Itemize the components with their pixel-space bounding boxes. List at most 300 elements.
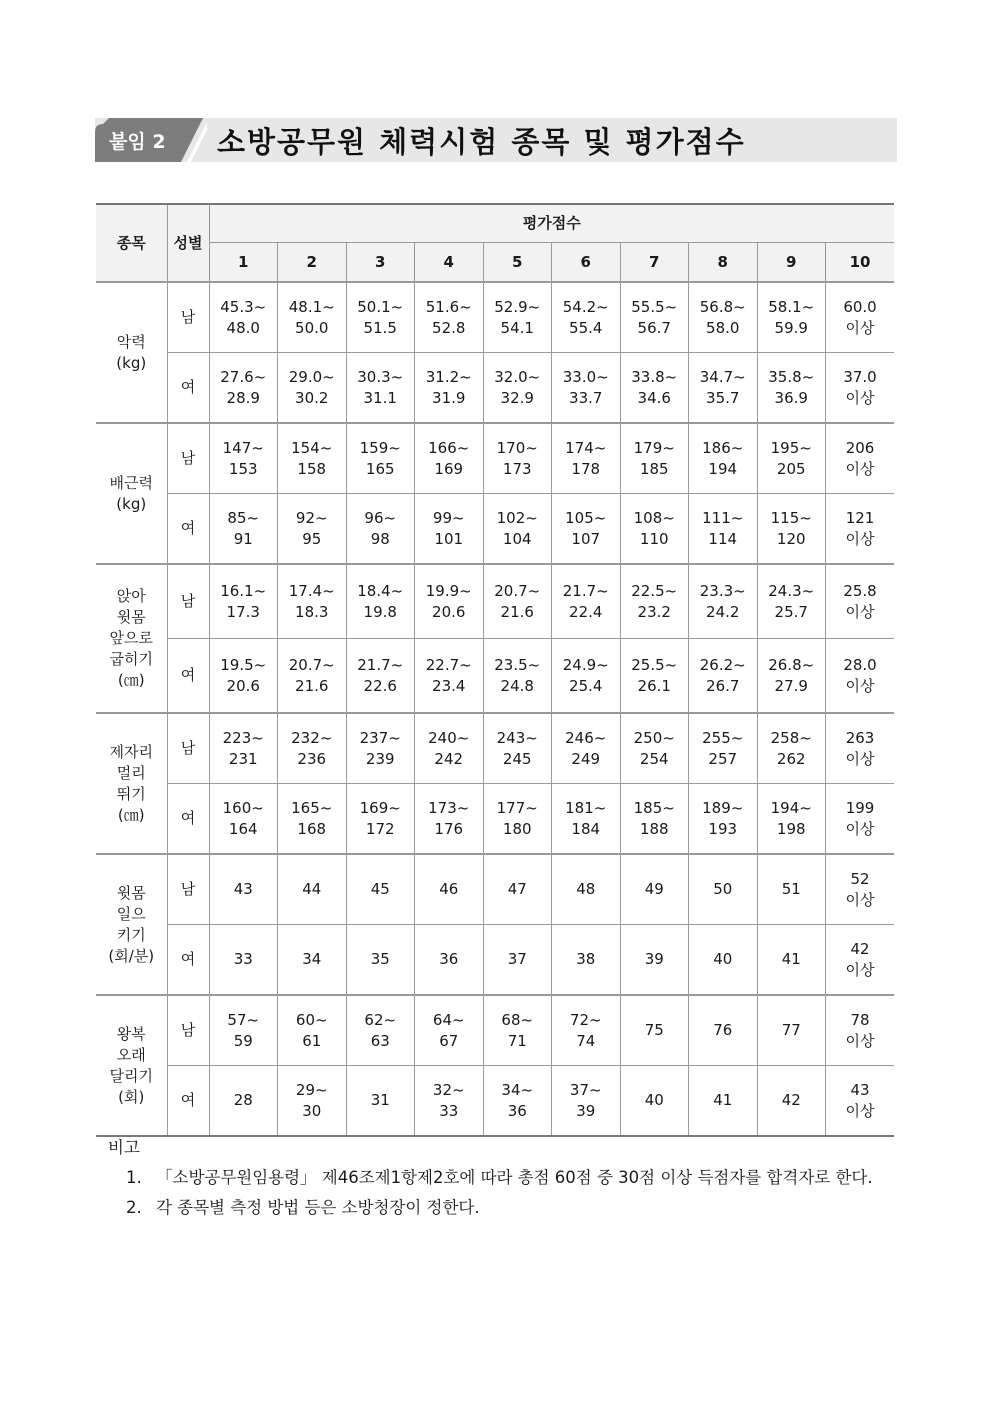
score-cell-line: 50.0 <box>295 318 329 337</box>
sex-cell: 남 <box>167 564 209 639</box>
score-cell-line: 257 <box>708 749 738 768</box>
item-name <box>96 282 167 423</box>
score-cell <box>620 713 689 784</box>
score-cell <box>757 564 826 639</box>
score-cell-line: 205 <box>776 459 806 478</box>
score-level-9: 9 <box>757 243 826 283</box>
score-cell-line: 23.2 <box>637 602 671 621</box>
score-cell <box>826 639 895 714</box>
score-level-2: 2 <box>278 243 347 283</box>
score-level-6: 6 <box>552 243 621 283</box>
score-cell-line: 23.4 <box>432 676 466 695</box>
item-name-line: 오래 <box>116 1045 146 1064</box>
score-cell <box>483 713 552 784</box>
score-cell-line: 67 <box>439 1031 459 1050</box>
score-cell <box>209 713 278 784</box>
score-cell-line: 51 <box>781 880 801 898</box>
score-cell <box>689 925 758 996</box>
item-name <box>96 854 167 995</box>
sex-cell: 여 <box>167 353 209 424</box>
item-name <box>96 423 167 564</box>
score-cell-line: 37 <box>507 950 527 968</box>
score-cell <box>826 854 895 925</box>
score-cell <box>757 353 826 424</box>
score-cell-line: 147~ <box>222 438 264 457</box>
score-cell-line: 47 <box>507 880 527 898</box>
score-cell-line: 35 <box>370 950 390 968</box>
score-cell-line: 250~ <box>633 728 675 747</box>
score-cell <box>689 854 758 925</box>
score-cell-line: 76 <box>713 1021 733 1039</box>
item-name-line: 악력 <box>116 332 146 351</box>
score-cell-line: 48.1~ <box>288 297 335 316</box>
score-cell <box>483 282 552 353</box>
score-cell <box>689 713 758 784</box>
score-cell-line: 32~ <box>432 1080 465 1099</box>
score-cell-line: 21.6 <box>295 676 329 695</box>
score-cell <box>689 639 758 714</box>
score-cell-line: 34 <box>302 950 322 968</box>
score-cell-line: 194 <box>708 459 738 478</box>
score-cell-line: 20.7~ <box>494 581 541 600</box>
remark-text: 각 종목별 측정 방법 등은 소방청장이 정한다. <box>156 1198 480 1217</box>
sex-cell: 남 <box>167 713 209 784</box>
score-cell <box>757 639 826 714</box>
score-cell-line: 58.0 <box>706 318 740 337</box>
score-cell-line: 이상 <box>845 602 875 621</box>
score-cell <box>278 282 347 353</box>
score-cell <box>552 854 621 925</box>
score-cell <box>689 995 758 1066</box>
score-cell <box>209 564 278 639</box>
score-cell-line: 173~ <box>428 798 470 817</box>
item-name <box>96 713 167 854</box>
score-cell-line: 22.4 <box>569 602 603 621</box>
score-cell-line: 50 <box>713 880 733 898</box>
score-cell-line: 43 <box>850 1080 870 1099</box>
score-cell <box>278 854 347 925</box>
score-cell-line: 168 <box>297 819 327 838</box>
table-row <box>96 1066 894 1137</box>
score-cell-line: 42 <box>781 1091 801 1109</box>
sex-cell: 남 <box>167 423 209 494</box>
score-cell <box>209 639 278 714</box>
score-cell <box>620 353 689 424</box>
score-cell <box>415 494 484 565</box>
score-cell-line: 179~ <box>633 438 675 457</box>
score-cell-line: 114 <box>708 529 738 548</box>
score-cell-line: 39 <box>644 950 664 968</box>
score-cell <box>346 854 415 925</box>
table-row <box>96 784 894 855</box>
score-cell-line: 92~ <box>295 508 328 527</box>
score-cell-line: 26.2~ <box>699 655 746 674</box>
item-name-line: 왕복 <box>116 1024 146 1043</box>
score-cell-line: 17.4~ <box>288 581 335 600</box>
score-level-4: 4 <box>415 243 484 283</box>
score-cell-line: 19.9~ <box>425 581 472 600</box>
badge-label: 붙임 2 <box>109 131 166 153</box>
sex-cell: 여 <box>167 639 209 714</box>
score-cell-line: 26.7 <box>706 676 740 695</box>
score-cell-line: 180 <box>502 819 532 838</box>
score-cell <box>552 713 621 784</box>
score-cell-line: 52.9~ <box>494 297 541 316</box>
score-cell-line: 56.7 <box>637 318 671 337</box>
score-cell-line: 44 <box>302 880 322 898</box>
score-cell-line: 30.3~ <box>357 367 404 386</box>
score-cell-line: 33 <box>439 1101 459 1120</box>
score-cell <box>209 423 278 494</box>
score-cell <box>415 854 484 925</box>
score-cell-line: 50.1~ <box>357 297 404 316</box>
score-cell-line: 48.0 <box>226 318 260 337</box>
score-cell-line: 59.9 <box>774 318 808 337</box>
score-cell-line: 이상 <box>845 459 875 478</box>
score-cell-line: 107 <box>571 529 601 548</box>
score-cell-line: 24.8 <box>500 676 534 695</box>
score-cell-line: 19.5~ <box>220 655 267 674</box>
score-cell-line: 188 <box>639 819 669 838</box>
score-cell <box>689 564 758 639</box>
score-cell-line: 194~ <box>770 798 812 817</box>
score-cell-line: 170~ <box>496 438 538 457</box>
sex-cell: 여 <box>167 925 209 996</box>
score-cell-line: 193 <box>708 819 738 838</box>
score-cell-line: 120 <box>776 529 806 548</box>
table-row <box>96 854 894 925</box>
score-cell <box>620 784 689 855</box>
score-cell <box>415 995 484 1066</box>
score-cell-line: 33.7 <box>569 388 603 407</box>
score-cell-line: 174~ <box>565 438 607 457</box>
score-cell-line: 37~ <box>569 1080 602 1099</box>
score-levels-row <box>96 243 894 283</box>
item-name-line: 뛰기 <box>116 784 146 803</box>
score-cell-line: 39 <box>576 1101 596 1120</box>
score-cell <box>826 353 895 424</box>
score-cell-line: 51.5 <box>363 318 397 337</box>
score-cell-line: 이상 <box>845 1031 875 1050</box>
score-cell-line: 20.6 <box>226 676 260 695</box>
score-cell-line: 185 <box>639 459 669 478</box>
score-cell-line: 91 <box>233 529 253 548</box>
score-cell-line: 16.1~ <box>220 581 267 600</box>
score-cell-line: 258~ <box>770 728 812 747</box>
score-cell <box>689 282 758 353</box>
score-cell-line: 25.8 <box>843 581 877 600</box>
score-cell-line: 21.6 <box>500 602 534 621</box>
score-cell-line: 77 <box>781 1021 801 1039</box>
score-cell-line: 36.9 <box>774 388 808 407</box>
score-cell-line: 231 <box>228 749 258 768</box>
sex-cell: 여 <box>167 784 209 855</box>
score-cell <box>757 854 826 925</box>
score-cell-line: 이상 <box>845 318 875 337</box>
score-cell <box>620 282 689 353</box>
score-cell <box>483 784 552 855</box>
score-cell-line: 18.4~ <box>357 581 404 600</box>
item-name-line: 일으 <box>116 904 146 923</box>
score-cell-line: 27.9 <box>774 676 808 695</box>
score-cell <box>826 282 895 353</box>
score-cell <box>278 1066 347 1137</box>
score-cell-line: 40 <box>644 1091 664 1109</box>
score-cell-line: 20.6 <box>432 602 466 621</box>
remarks-list <box>108 1163 898 1223</box>
score-cell <box>415 423 484 494</box>
score-cell <box>278 353 347 424</box>
score-cell <box>620 423 689 494</box>
score-cell <box>483 925 552 996</box>
score-cell-line: 31 <box>370 1091 390 1109</box>
score-cell <box>757 784 826 855</box>
score-cell <box>620 854 689 925</box>
score-cell <box>346 423 415 494</box>
item-name-line: (회/분) <box>108 946 155 965</box>
score-level-3: 3 <box>346 243 415 283</box>
score-cell-line: 23.5~ <box>494 655 541 674</box>
score-cell-line: 이상 <box>845 388 875 407</box>
score-cell <box>552 925 621 996</box>
score-cell <box>826 784 895 855</box>
table-row <box>96 423 894 494</box>
score-cell-line: 111~ <box>702 508 744 527</box>
score-cell <box>620 494 689 565</box>
score-cell-line: 59 <box>233 1031 253 1050</box>
score-cell-line: 181~ <box>565 798 607 817</box>
score-cell-line: 이상 <box>845 819 875 838</box>
table-header <box>96 204 894 282</box>
score-cell <box>483 639 552 714</box>
score-cell-line: 165~ <box>291 798 333 817</box>
table-row <box>96 353 894 424</box>
score-cell-line: 60~ <box>295 1010 328 1029</box>
score-cell-line: 24.3~ <box>768 581 815 600</box>
score-cell-line: 21.7~ <box>357 655 404 674</box>
score-cell-line: 173 <box>502 459 532 478</box>
score-cell <box>278 564 347 639</box>
score-cell <box>552 1066 621 1137</box>
score-cell <box>483 494 552 565</box>
score-cell-line: 52.8 <box>432 318 466 337</box>
score-cell <box>620 1066 689 1137</box>
score-cell-line: 29~ <box>295 1080 328 1099</box>
score-cell <box>620 995 689 1066</box>
score-cell <box>620 925 689 996</box>
score-cell <box>552 639 621 714</box>
remark-item <box>108 1193 898 1223</box>
score-cell-line: 22.6 <box>363 676 397 695</box>
score-cell-line: 36 <box>439 950 459 968</box>
score-cell <box>278 494 347 565</box>
score-cell-line: 108~ <box>633 508 675 527</box>
score-cell <box>346 925 415 996</box>
score-cell <box>209 784 278 855</box>
table-row <box>96 995 894 1066</box>
item-name-line: 윗몸 <box>116 608 146 626</box>
score-cell-line: 85~ <box>227 508 260 527</box>
item-name-line: 멀리 <box>116 763 146 782</box>
score-cell-line: 25.7 <box>774 602 808 621</box>
score-cell-line: 57~ <box>227 1010 260 1029</box>
score-cell <box>689 494 758 565</box>
score-cell-line: 33.0~ <box>562 367 609 386</box>
score-cell-line: 245 <box>502 749 532 768</box>
score-cell-line: 37.0 <box>843 367 877 386</box>
score-cell-line: 31.1 <box>363 388 397 407</box>
score-cell <box>689 353 758 424</box>
score-cell-line: 198 <box>776 819 806 838</box>
score-level-8: 8 <box>689 243 758 283</box>
table-row <box>96 494 894 565</box>
score-cell-line: 169~ <box>359 798 401 817</box>
score-cell <box>209 282 278 353</box>
score-cell-line: 61 <box>302 1031 322 1050</box>
score-cell-line: 이상 <box>845 960 875 979</box>
score-cell-line: 178 <box>571 459 601 478</box>
item-name-line: 굽히기 <box>109 650 153 668</box>
score-cell <box>278 423 347 494</box>
score-level-5: 5 <box>483 243 552 283</box>
score-cell <box>346 564 415 639</box>
table-row <box>96 713 894 784</box>
score-cell-line: 55.4 <box>569 318 603 337</box>
score-cell <box>278 713 347 784</box>
score-level-1: 1 <box>209 243 278 283</box>
score-cell <box>415 713 484 784</box>
score-cell-line: 19.8 <box>363 602 397 621</box>
score-cell-line: 101 <box>434 529 464 548</box>
score-cell <box>415 282 484 353</box>
item-name-line: 앉아 <box>116 587 146 605</box>
score-cell-line: 164 <box>228 819 258 838</box>
item-name-line: 배근력 <box>109 473 153 492</box>
score-cell-line: 72~ <box>569 1010 602 1029</box>
score-cell-line: 172 <box>365 819 395 838</box>
score-cell <box>826 713 895 784</box>
score-cell <box>826 423 895 494</box>
score-cell-line: 40 <box>713 950 733 968</box>
score-cell <box>483 854 552 925</box>
score-cell-line: 18.3 <box>295 602 329 621</box>
score-cell-line: 166~ <box>428 438 470 457</box>
score-cell-line: 21.7~ <box>562 581 609 600</box>
score-cell <box>415 925 484 996</box>
sex-cell: 남 <box>167 282 209 353</box>
header-sex: 성별 <box>167 204 209 282</box>
score-cell-line: 78 <box>850 1010 870 1029</box>
score-cell-line: 185~ <box>633 798 675 817</box>
sex-cell: 남 <box>167 995 209 1066</box>
item-name <box>96 564 167 713</box>
score-cell-line: 159~ <box>359 438 401 457</box>
score-cell-line: 199 <box>845 798 875 817</box>
score-cell-line: 30 <box>302 1101 322 1120</box>
score-cell-line: 45.3~ <box>220 297 267 316</box>
score-cell <box>757 282 826 353</box>
score-cell-line: 176 <box>434 819 464 838</box>
table-row <box>96 639 894 714</box>
score-cell-line: 28.9 <box>226 388 260 407</box>
score-cell-line: 41 <box>781 950 801 968</box>
score-cell <box>415 784 484 855</box>
score-cell <box>826 564 895 639</box>
score-cell-line: 22.5~ <box>631 581 678 600</box>
score-cell <box>346 713 415 784</box>
score-cell-line: 58.1~ <box>768 297 815 316</box>
score-cell-line: 26.8~ <box>768 655 815 674</box>
score-cell <box>483 564 552 639</box>
score-cell-line: 237~ <box>359 728 401 747</box>
score-cell-line: 51.6~ <box>425 297 472 316</box>
score-cell-line: 23.3~ <box>699 581 746 600</box>
score-cell <box>209 995 278 1066</box>
score-cell <box>278 784 347 855</box>
score-cell-line: 46 <box>439 880 459 898</box>
score-cell <box>826 494 895 565</box>
sex-cell: 여 <box>167 494 209 565</box>
remark-text: 「소방공무원임용령」 제46조제1항제2호에 따라 총점 60점 중 30점 이상 득점자를 합격자로 한다. <box>156 1168 873 1187</box>
score-cell-line: 45 <box>370 880 390 898</box>
score-cell-line: 42 <box>850 939 870 958</box>
score-cell-line: 25.5~ <box>631 655 678 674</box>
score-cell-line: 28 <box>233 1091 253 1109</box>
score-cell-line: 255~ <box>702 728 744 747</box>
score-cell-line: 52 <box>850 869 870 888</box>
score-cell <box>757 1066 826 1137</box>
item-name-line: (kg) <box>116 353 147 372</box>
score-cell-line: 96~ <box>364 508 397 527</box>
score-cell <box>346 1066 415 1137</box>
score-cell-line: 110 <box>639 529 669 548</box>
score-cell-line: 43 <box>233 880 253 898</box>
item-name-line: (kg) <box>116 494 147 513</box>
sex-cell: 여 <box>167 1066 209 1137</box>
table-row <box>96 282 894 353</box>
score-cell <box>757 494 826 565</box>
remarks <box>108 1133 898 1223</box>
score-cell-line: 36 <box>507 1101 527 1120</box>
item-name-line: (㎝) <box>117 671 145 689</box>
score-cell <box>483 995 552 1066</box>
score-cell <box>552 494 621 565</box>
score-cell <box>278 639 347 714</box>
score-cell <box>620 639 689 714</box>
score-cell <box>689 784 758 855</box>
score-cell <box>757 995 826 1066</box>
score-cell-line: 246~ <box>565 728 607 747</box>
score-cell <box>757 713 826 784</box>
score-cell-line: 239 <box>365 749 395 768</box>
score-cell-line: 223~ <box>222 728 264 747</box>
score-cell <box>552 282 621 353</box>
score-cell-line: 29.0~ <box>288 367 335 386</box>
score-cell-line: 20.7~ <box>288 655 335 674</box>
score-cell-line: 184 <box>571 819 601 838</box>
score-cell <box>826 1066 895 1137</box>
score-cell <box>209 353 278 424</box>
score-cell-line: 55.5~ <box>631 297 678 316</box>
score-cell-line: 242 <box>434 749 464 768</box>
score-cell <box>552 995 621 1066</box>
score-cell-line: 이상 <box>845 890 875 909</box>
score-cell <box>826 995 895 1066</box>
score-cell-line: 160~ <box>222 798 264 817</box>
header-item: 종목 <box>96 204 167 282</box>
score-cell-line: 34~ <box>501 1080 534 1099</box>
score-cell-line: 56.8~ <box>699 297 746 316</box>
